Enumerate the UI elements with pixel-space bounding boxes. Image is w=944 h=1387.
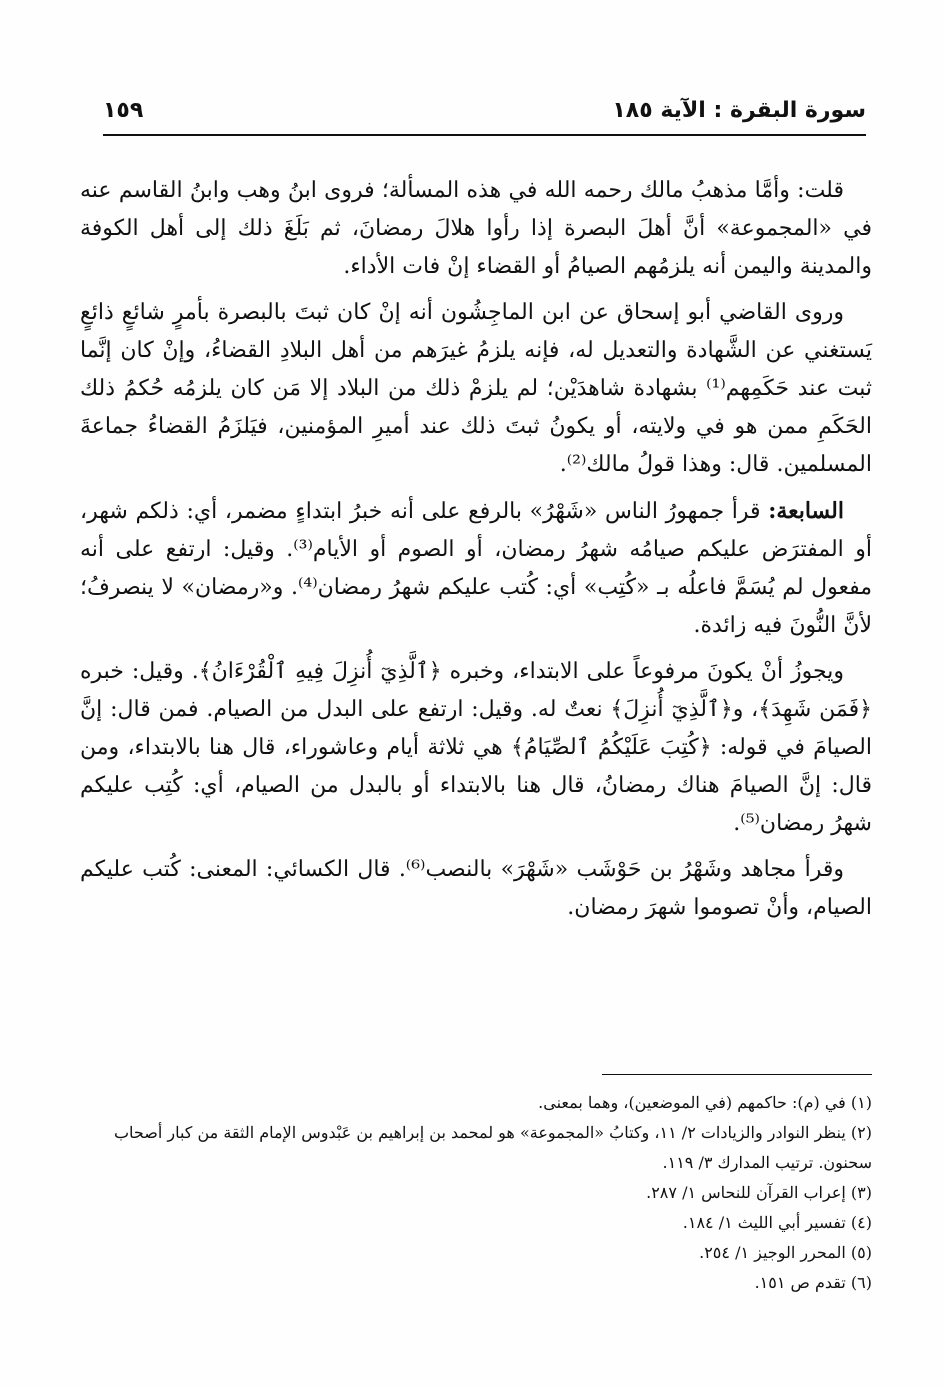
footnote-4: (٤) تفسير أبي الليث ١/ ١٨٤.	[682, 1213, 872, 1232]
paragraph-3-text: قرأ جمهورُ الناس «شَهْرُ» بالرفع على أنه خبرُ ابتداءٍ مضمر، أي: ذلكم شهر، أو المفترَض عليكم صيامُه شهرُ رمضان، أو الصوم أو الأيام⁽³⁾. وقيل: ارتفع على أنه مفعول لم يُسَمَّ فاعلُه بـ «كُتِب» أي: كُتب عليكم شهرُ رمضان⁽⁴⁾. و«رمضان» لا ينصرفُ؛ لأنَّ النُّونَ فيه زائدة.	[80, 499, 872, 638]
page-number: ١٥٩	[103, 98, 144, 123]
footnotes	[96, 1088, 872, 1298]
main-text	[80, 172, 872, 927]
paragraph-3	[80, 492, 872, 645]
paragraph-2: وروى القاضي أبو إسحاق عن ابن الماجِشُون أنه إنْ كان ثبتَ بالبصرة بأمرٍ شائعٍ ذائعٍ يَستغني عن الشَّهادة والتعديل له، فإنه يلزمُ غيرَهم من أهل البلادِ القضاءُ، وإنْ كان إنَّما ثبت عند حَكَمِهم⁽¹⁾ بشهادة شاهدَيْن؛ لم يلزمْ ذلك من البلاد إلا مَن كان يلزمُه حُكمُ ذلك الحَكَمِ ممن هو في ولايته، أو يكونُ ثبتَ ذلك عند أميرِ المؤمنين، فيَلزَمُ القضاءُ جماعةَ المسلمين. قال: وهذا قولُ مالك⁽²⁾.	[80, 300, 872, 477]
section-lead: السابعة:	[768, 498, 844, 524]
footnote-3: (٣) إعراب القرآن للنحاس ١/ ٢٨٧.	[646, 1183, 872, 1202]
footnote-1: (١) في (م): حاكمهم (في الموضعين)، وهما بمعنى.	[538, 1093, 872, 1112]
running-header	[103, 96, 866, 136]
footnote-2: (٢) ينظر النوادر والزيادات ٢/ ١١، وكتابُ «المجموعة» هو لمحمد بن إبراهيم بن عَبْدوس الإمام الثقة من كبار أصحاب سحنون. ترتيب المدارك ٣/ ١١٩.	[113, 1123, 872, 1172]
footnote-5: (٥) المحرر الوجيز ١/ ٢٥٤.	[699, 1243, 872, 1262]
footnote-6: (٦) تقدم ص ١٥١.	[754, 1273, 872, 1292]
footnote-divider	[602, 1074, 872, 1075]
paragraph-4: ويجوزُ أنْ يكونَ مرفوعاً على الابتداء، وخبره ﴿ٱلَّذِيٓ أُنزِلَ فِيهِ ٱلْقُرْءَانُ﴾. وقيل: خبره ﴿فَمَن شَهِدَ﴾، و﴿ٱلَّذِيٓ أُنزِلَ﴾ نعتٌ له. وقيل: ارتفع على البدل من الصيام. فمن قال: إنَّ الصيامَ في قوله: ﴿كُتِبَ عَلَيْكُمُ ٱلصِّيَامُ﴾ هي ثلاثة أيام وعاشوراء، قال هنا بالابتداء، ومن قال: إنَّ الصيامَ هناك رمضانُ، قال هنا بالابتداء أو بالبدل من الصيام، أي: كُتِب عليكم شهرُ رمضان⁽⁵⁾.	[80, 659, 872, 836]
header-title: سورة البقرة : الآية ١٨٥	[612, 98, 866, 123]
paragraph-5: وقرأ مجاهد وشَهْرُ بن حَوْشَب «شَهْرَ» بالنصب⁽⁶⁾. قال الكسائي: المعنى: كُتب عليكم الصيام، وأنْ تصوموا شهرَ رمضان.	[80, 857, 872, 920]
paragraph-1: قلت: وأمَّا مذهبُ مالك رحمه الله في هذه المسألة؛ فروى ابنُ وهب وابنُ القاسم عنه في «المجموعة» أنَّ أهلَ البصرة إذا رأوا هلالَ رمضانَ، ثم بَلَغَ ذلك إلى أهل الكوفة والمدينة واليمن أنه يلزمُهم الصيامُ أو القضاء إنْ فات الأداء.	[80, 178, 872, 279]
